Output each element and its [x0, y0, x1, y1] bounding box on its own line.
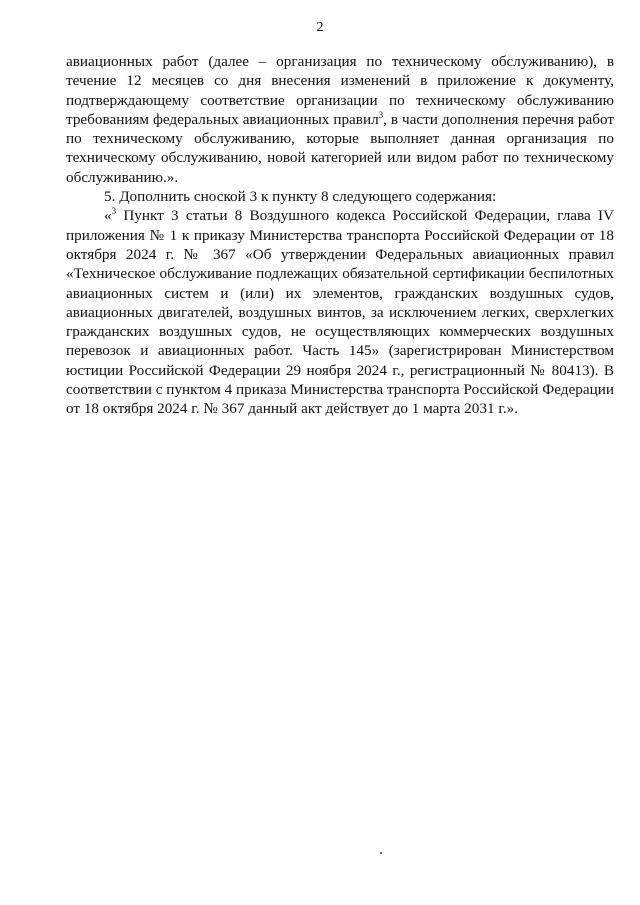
page-number: 2 [316, 20, 324, 35]
footnote-paragraph [66, 206, 614, 418]
footnote-reference: 3 [111, 206, 117, 217]
footnote-reference: 3 [378, 109, 384, 120]
document-body [66, 52, 614, 419]
opening-quote: « [104, 207, 112, 225]
paragraph-continuation [66, 52, 614, 187]
paragraph-text: , в части дополнения перечня работ по техническому обслуживанию, которые выполняет данная организация по техническому обслуживанию, новой категорией или видом работ по техническому обслуживанию.». [66, 110, 614, 186]
scan-speck [380, 852, 382, 854]
footnote-text: Пункт 3 статьи 8 Воздушного кодекса Российской Федерации, глава IV приложения № 1 к приказу Министерства транспорта Российской Федерации от 18 октября 2024 г. № 367 «Об утверждении Федеральных авиационных правил «Техническое обслуживание подлежащих обязательной сертификации беспилотных авиационных систем и (или) их элементов, гражданских воздушных судов, авиационных двигателей, воздушных винтов, за исключением легких, сверхлегких гражданских воздушных судов, не осуществляющих коммерческих воздушных перевозок и авиационных работ. Часть 145» (зарегистрирован Министерством юстиции Российской Федерации 29 ноября 2024 г., регистрационный № 80413). В соответствии с пунктом 4 приказа Министерства транспорта Российской Федерации от 18 октября 2024 г. № 367 данный акт действует до 1 марта 2031 г.». [66, 207, 614, 418]
paragraph-text: авиационных работ (далее – организация по техническому обслуживанию), в течение 12 месяцев со дня внесения изменений в приложение к документу, подтверждающему соответствие организации по техническому обслуживанию требованиям федеральных авиационных правил [66, 53, 614, 128]
paragraph-item-5: 5. Дополнить сноской 3 к пункту 8 следующего содержания: [104, 188, 497, 206]
